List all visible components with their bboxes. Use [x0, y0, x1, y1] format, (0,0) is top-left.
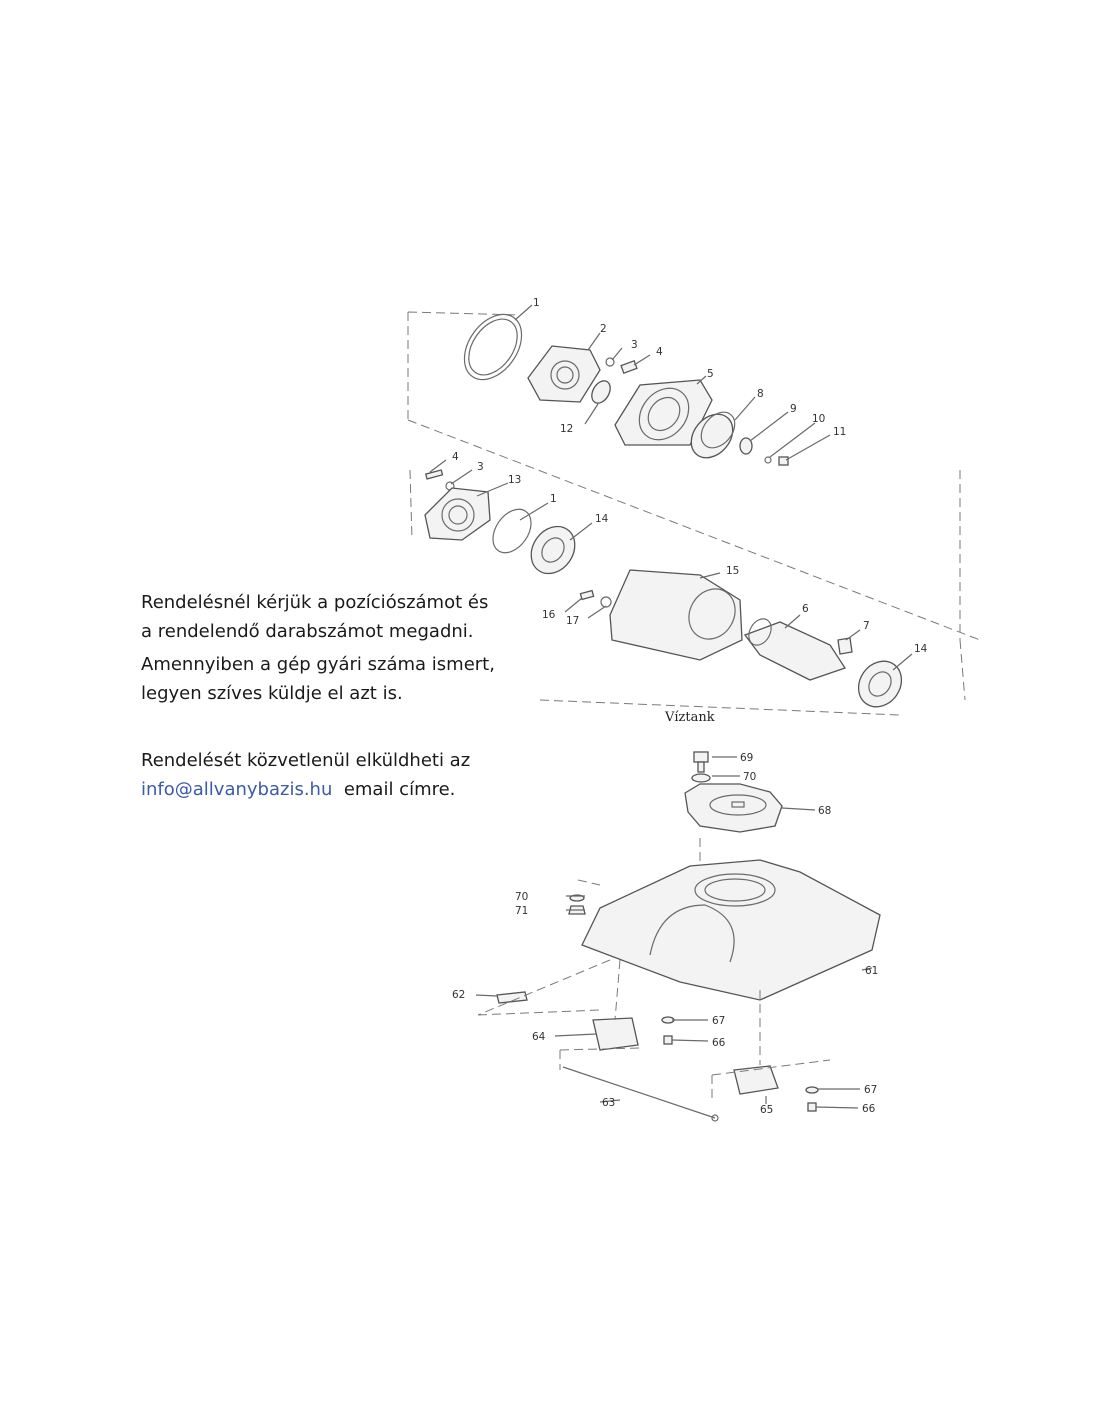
order-instruction-line-2: a rendelendő darabszámot megadni. — [141, 621, 474, 642]
lower-label: 68 — [818, 805, 832, 817]
upper-label: 8 — [757, 388, 764, 400]
upper-label: 1 — [533, 297, 540, 309]
lower-label: 64 — [532, 1031, 546, 1043]
email-note-line-2 — [141, 775, 470, 804]
email-link[interactable]: info@allvanybazis.hu — [141, 779, 333, 800]
upper-label: 9 — [790, 403, 797, 415]
lower-label: 69 — [740, 752, 754, 764]
lower-label: 67 — [712, 1015, 726, 1027]
lower-label: 65 — [760, 1104, 774, 1116]
upper-label: 14 — [595, 513, 609, 525]
email-note-suffix: email címre. — [343, 779, 456, 800]
lower-label: 62 — [452, 989, 466, 1001]
serial-note-line-2: legyen szíves küldje el azt is. — [141, 683, 403, 704]
upper-label: 6 — [802, 603, 809, 615]
lower-label: 66 — [712, 1037, 726, 1049]
order-instruction-line-1: Rendelésnél kérjük a pozíciószámot és — [141, 592, 489, 613]
upper-label: 13 — [508, 474, 522, 486]
lower-diagram-caption: Víztank — [665, 710, 715, 725]
serial-note-line-1: Amennyiben a gép gyári száma ismert, — [141, 654, 495, 675]
lower-label: 70 — [515, 891, 529, 903]
upper-label: 5 — [707, 368, 714, 380]
upper-label: 12 — [560, 423, 574, 435]
upper-label: 3 — [477, 461, 484, 473]
lower-label: 63 — [602, 1097, 616, 1109]
lower-label: 67 — [864, 1084, 878, 1096]
upper-label: 2 — [600, 323, 607, 335]
upper-label: 1 — [550, 493, 557, 505]
lower-label: 61 — [865, 965, 879, 977]
upper-label: 4 — [452, 451, 459, 463]
upper-label: 3 — [631, 339, 638, 351]
order-instructions — [141, 588, 488, 646]
lower-label: 66 — [862, 1103, 876, 1115]
upper-label: 11 — [833, 426, 847, 438]
upper-label: 16 — [542, 609, 556, 621]
lower-exploded-diagram — [452, 752, 880, 1121]
lower-label: 71 — [515, 905, 529, 917]
email-note — [141, 746, 470, 804]
upper-label: 7 — [863, 620, 870, 632]
serial-number-note — [141, 650, 495, 708]
upper-label: 10 — [812, 413, 826, 425]
upper-label: 14 — [914, 643, 928, 655]
lower-label: 70 — [743, 771, 757, 783]
upper-label: 17 — [566, 615, 580, 627]
upper-label: 15 — [726, 565, 740, 577]
upper-label: 4 — [656, 346, 663, 358]
email-note-line-1: Rendelését közvetlenül elküldheti az — [141, 750, 471, 771]
